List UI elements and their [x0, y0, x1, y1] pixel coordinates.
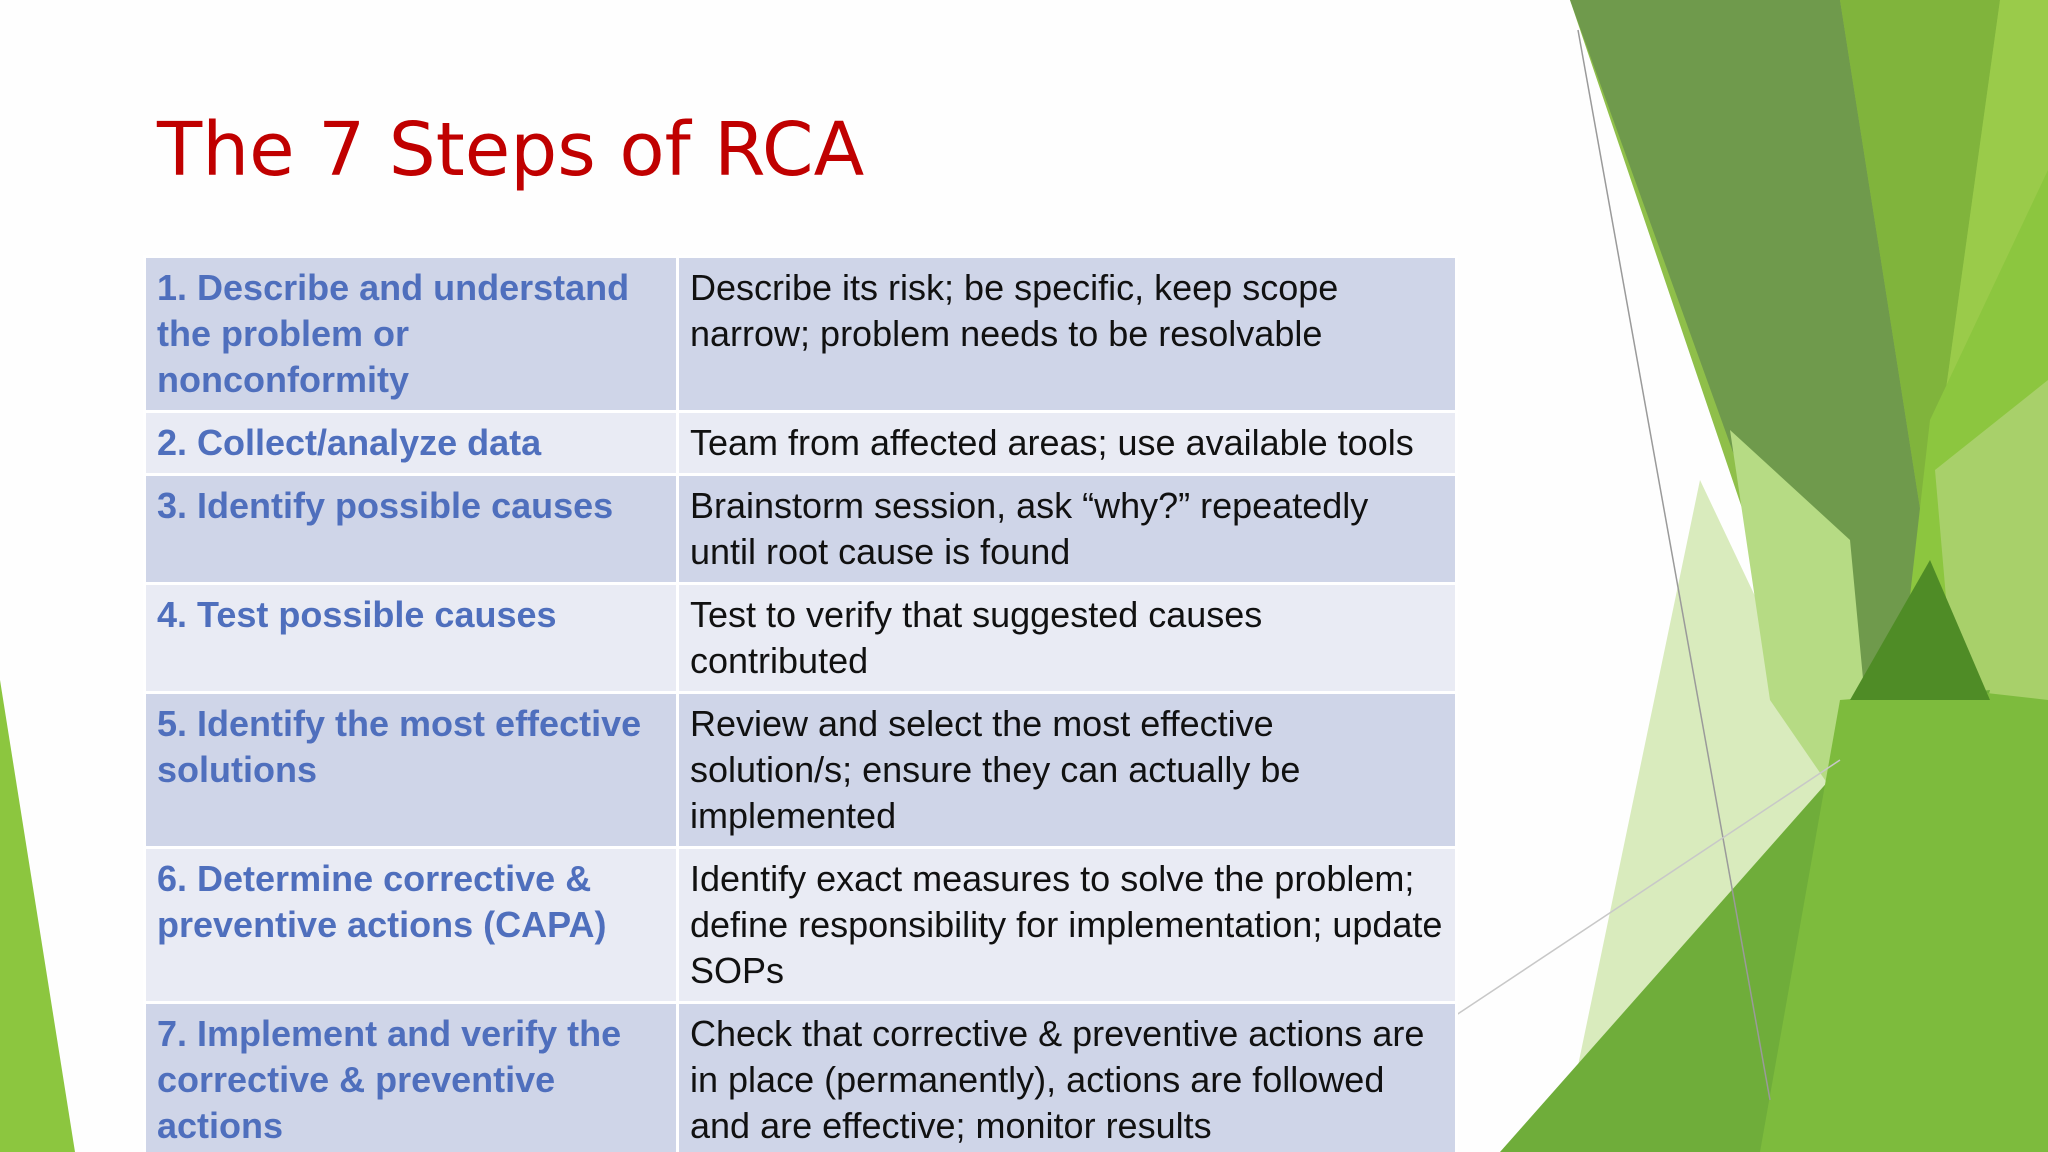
step-label: 7. Implement and verify the corrective & preventive actions — [145, 1003, 678, 1152]
table-row — [145, 693, 1457, 848]
step-label: 3. Identify possible causes — [145, 475, 678, 584]
step-description: Review and select the most effective solution/s; ensure they can actually be implemented — [678, 693, 1457, 848]
slide-title: The 7 Steps of RCA — [157, 107, 865, 193]
step-label: 2. Collect/analyze data — [145, 412, 678, 475]
table-row — [145, 412, 1457, 475]
step-description: Check that corrective & preventive actions are in place (permanently), actions are followed and are effective; monitor results — [678, 1003, 1457, 1152]
step-label: 5. Identify the most effective solutions — [145, 693, 678, 848]
step-description: Describe its risk; be specific, keep scope narrow; problem needs to be resolvable — [678, 257, 1457, 412]
table-row — [145, 475, 1457, 584]
table-row — [145, 257, 1457, 412]
table-row — [145, 848, 1457, 1003]
step-description: Identify exact measures to solve the problem; define responsibility for implementation; update SOPs — [678, 848, 1457, 1003]
table-row — [145, 584, 1457, 693]
step-description: Brainstorm session, ask “why?” repeatedly until root cause is found — [678, 475, 1457, 584]
step-label: 1. Describe and understand the problem or nonconformity — [145, 257, 678, 412]
step-label: 6. Determine corrective & preventive actions (CAPA) — [145, 848, 678, 1003]
table-row — [145, 1003, 1457, 1152]
step-description: Test to verify that suggested causes contributed — [678, 584, 1457, 693]
rca-steps-table — [143, 255, 1458, 1152]
step-description: Team from affected areas; use available tools — [678, 412, 1457, 475]
step-label: 4. Test possible causes — [145, 584, 678, 693]
